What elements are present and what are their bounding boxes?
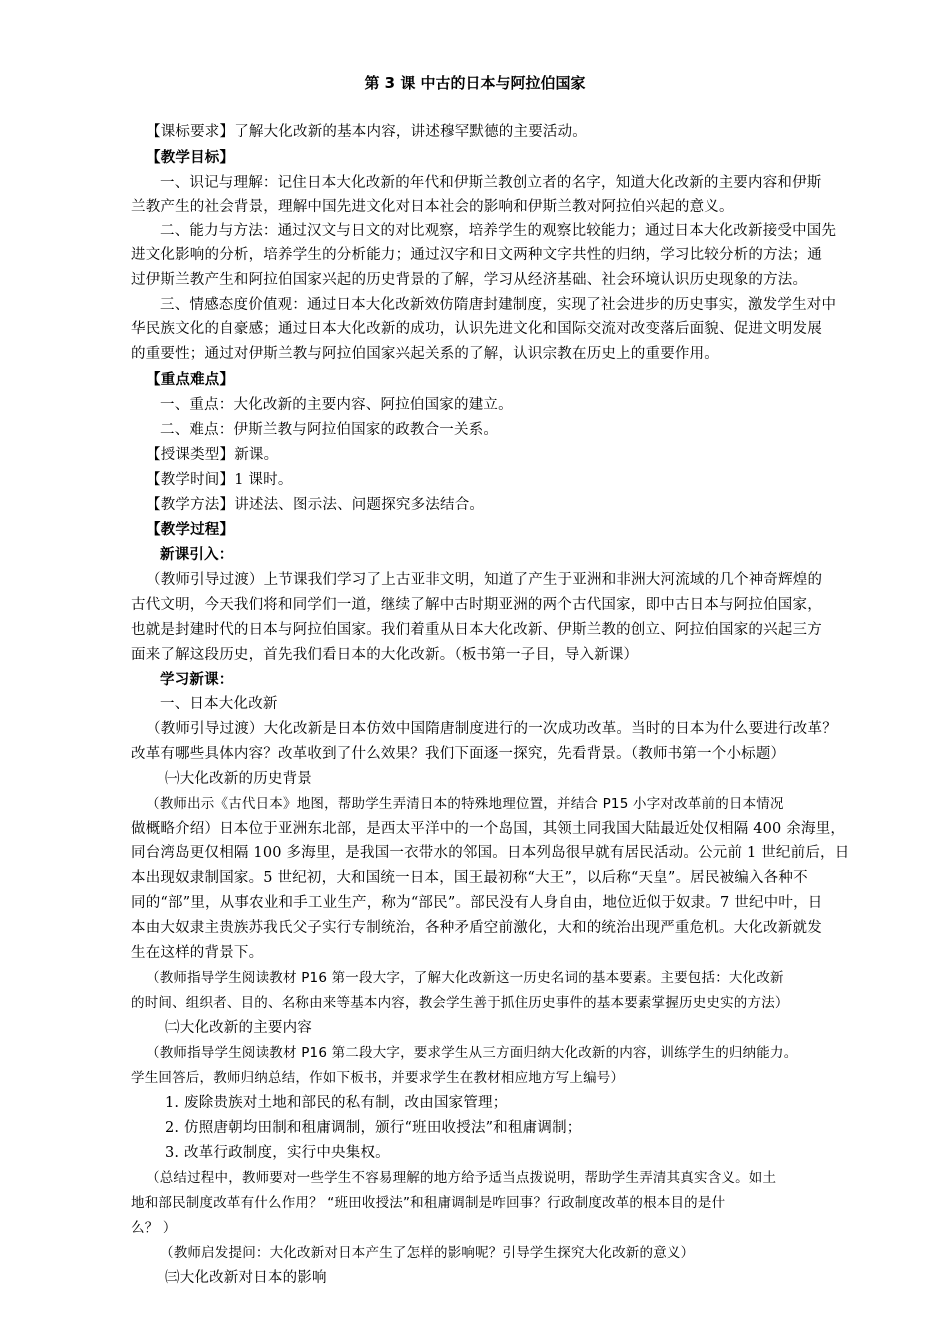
text-line: 新课引入： <box>160 547 234 563</box>
text-line: 本出现奴隶制国家。5 世纪初，大和国统一日本，国王最初称“大王”，以后称“天皇”。居民被编入各种不 <box>131 870 808 886</box>
text-line: 一、日本大化改新 <box>160 696 278 712</box>
text-line: 一、重点：大化改新的主要内容、阿拉伯国家的建立。 <box>160 397 513 413</box>
text-line: ㈡大化改新的主要内容 <box>165 1020 312 1036</box>
text-line: 学生回答后，教师归纳总结，作如下板书，并要求学生在教材相应地方写上编号） <box>131 1070 625 1086</box>
text-line: 改革有哪些具体内容？改革收到了什么效果？我们下面逐一探究，先看背景。（教师书第一个小标题） <box>131 746 786 762</box>
text-line: 的时间、组织者、目的、名称由来等基本内容，教会学生善于抓住历史事件的基本要素掌握历史史实的方法） <box>131 995 789 1011</box>
text-line: 过伊斯兰教产生和阿拉伯国家兴起的历史背景的了解，学习从经济基础、社会环境认识历史现象的方法。 <box>131 272 808 288</box>
text-line: 生在这样的背景下。 <box>131 945 264 961</box>
text-line: 古代文明，今天我们将和同学们一道，继续了解中古时期亚洲的两个古代国家，即中古日本与阿拉伯国家， <box>131 597 822 613</box>
text-line: 2. 仿照唐朝均田制和租庸调制，颁行“班田收授法”和租庸调制； <box>165 1120 582 1136</box>
lesson-title: 第 3 课 中古的日本与阿拉伯国家 <box>364 74 586 92</box>
text-line: 3. 改革行政制度，实行中央集权。 <box>165 1145 390 1161</box>
text-line: 本由大奴隶主贵族苏我氏父子实行专制统治，各种矛盾空前激化，大和的统治出现严重危机。大化改新就发 <box>131 920 822 936</box>
text-line: 【课标要求】了解大化改新的基本内容，讲述穆罕默德的主要活动。 <box>146 124 587 140</box>
text-line: 【教学时间】1 课时。 <box>146 472 293 488</box>
text-line: 三、情感态度价值观：通过日本大化改新效仿隋唐封建制度，实现了社会进步的历史事实，激发学生对中 <box>160 297 837 313</box>
text-line: （教师出示《古代日本》地图，帮助学生弄清日本的特殊地理位置，并结合 P15 小字对改革前的日本情况 <box>146 796 784 812</box>
text-line: 同的“部”里，从事农业和手工业生产，称为“部民”。部民没有人身自由，地位近似于奴隶。7 世纪中叶，日 <box>131 895 823 911</box>
text-line: 面来了解这段历史，首先我们看日本的大化改新。（板书第一子目，导入新课） <box>131 647 639 663</box>
text-line: 进文化影响的分析，培养学生的分析能力；通过汉字和日文两种文字共性的归纳，学习比较分析的方法；通 <box>131 247 822 263</box>
text-line: ㈢大化改新对日本的影响 <box>165 1270 327 1286</box>
text-line: 【重点难点】 <box>146 372 235 388</box>
text-line: （教师引导过渡）上节课我们学习了上古亚非文明，知道了产生于亚洲和非洲大河流域的几个神奇辉煌的 <box>146 572 823 588</box>
text-line: 学习新课： <box>160 672 234 688</box>
text-line: 【授课类型】新课。 <box>146 447 279 463</box>
text-line: （教师启发提问：大化改新对日本产生了怎样的影响呢？引导学生探究大化改新的意义） <box>160 1245 695 1261</box>
text-line: 做概略介绍）日本位于亚洲东北部，是西太平洋中的一个岛国，其领土同我国大陆最近处仅相隔 400 余海里， <box>131 821 846 837</box>
text-line: 兰教产生的社会背景，理解中国先进文化对日本社会的影响和伊斯兰教对阿拉伯兴起的意义。 <box>131 199 734 215</box>
text-line: 同台湾岛更仅相隔 100 多海里，是我国一衣带水的邻国。日本列岛很早就有居民活动。公元前 1 世纪前后，日 <box>131 845 850 861</box>
text-line: 【教学目标】 <box>146 150 235 166</box>
text-line: 【教学过程】 <box>146 522 235 538</box>
text-line: 1. 废除贵族对土地和部民的私有制，改由国家管理； <box>165 1095 508 1111</box>
text-line: 地和部民制度改革有什么作用？ “班田收授法”和租庸调制是咋回事？行政制度改革的根本目的是什 <box>131 1195 726 1211</box>
text-line: 【教学方法】讲述法、图示法、问题探究多法结合。 <box>146 497 485 513</box>
text-line: （教师指导学生阅读教材 P16 第二段大字，要求学生从三方面归纳大化改新的内容，训练学生的归纳能力。 <box>146 1045 798 1061</box>
text-line: 一、识记与理解：记住日本大化改新的年代和伊斯兰教创立者的名字，知道大化改新的主要内容和伊斯 <box>160 175 822 191</box>
text-line: 的重要性；通过对伊斯兰教与阿拉伯国家兴起关系的了解，认识宗教在历史上的重要作用。 <box>131 346 719 362</box>
text-line: 华民族文化的自豪感；通过日本大化改新的成功，认识先进文化和国际交流对改变落后面貌、促进文明发展 <box>131 321 822 337</box>
text-line: 二、难点：伊斯兰教与阿拉伯国家的政教合一关系。 <box>160 422 499 438</box>
text-line: （教师指导学生阅读教材 P16 第一段大字，了解大化改新这一历史名词的基本要素。主要包括：大化改新 <box>146 970 784 986</box>
text-line: （总结过程中，教师要对一些学生不容易理解的地方给予适当点拨说明，帮助学生弄清其真实含义。如土 <box>146 1170 777 1186</box>
text-line: 么？ ） <box>131 1220 177 1236</box>
text-line: 也就是封建时代的日本与阿拉伯国家。我们着重从日本大化改新、伊斯兰教的创立、阿拉伯国家的兴起三方 <box>131 622 822 638</box>
text-line: （教师引导过渡）大化改新是日本仿效中国隋唐制度进行的一次成功改革。当时的日本为什么要进行改革？ <box>146 721 837 737</box>
text-line: ㈠大化改新的历史背景 <box>165 771 312 787</box>
text-line: 二、能力与方法：通过汉文与日文的对比观察，培养学生的观察比较能力；通过日本大化改新接受中国先 <box>160 223 837 239</box>
